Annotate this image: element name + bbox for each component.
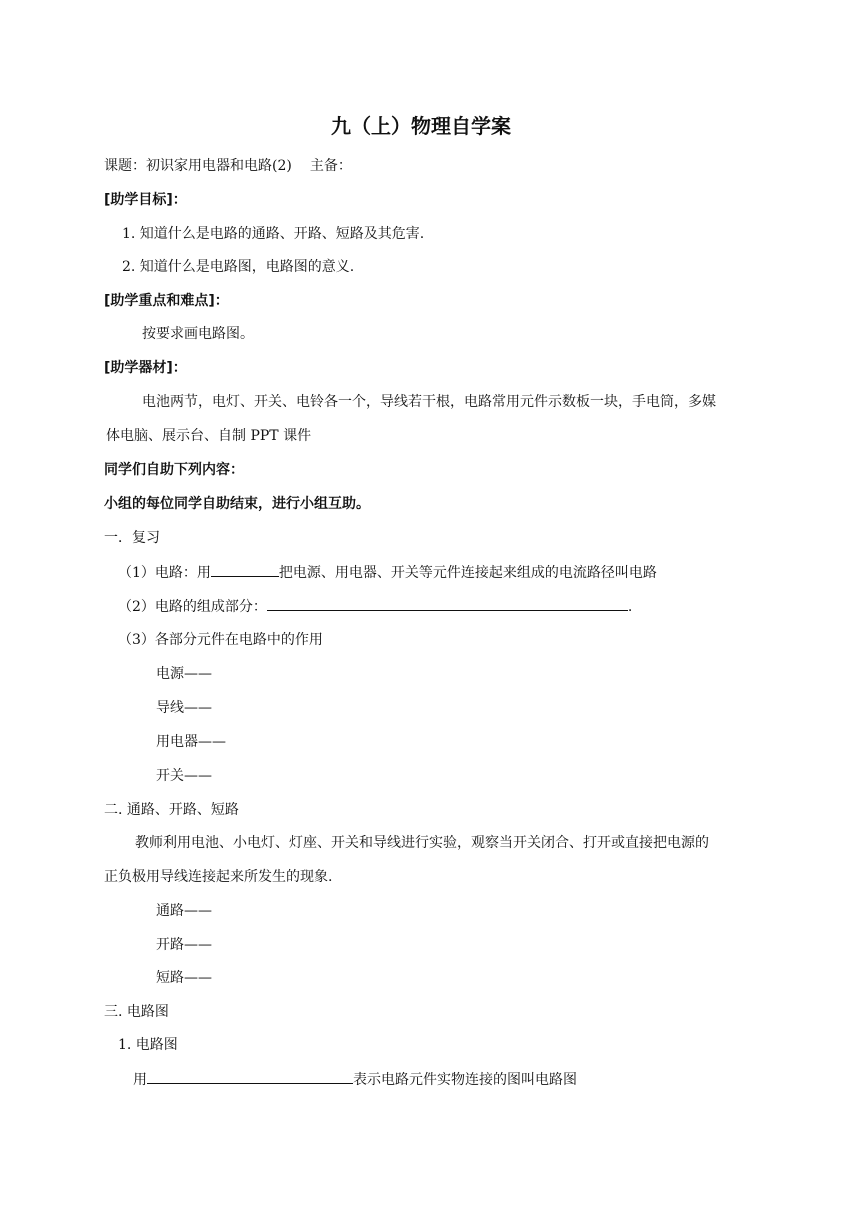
instruction-group: 小组的每位同学自助结束，进行小组互助。 (104, 496, 370, 512)
role-switch: 开关—— (156, 768, 212, 784)
author-label: 主备： (309, 158, 352, 174)
section3-heading: 三. 电路图 (104, 1004, 169, 1020)
open-circuit-item: 开路—— (156, 937, 212, 953)
short-circuit-item: 短路—— (156, 970, 212, 986)
equipment-line-2: 体电脑、展示台、自制 PPT 课件 (106, 428, 312, 444)
subject-line (104, 156, 352, 176)
role-wire: 导线—— (156, 700, 212, 716)
review-question-1 (118, 562, 657, 583)
equipment-heading: [助学器材]： (104, 360, 187, 376)
q1-prefix: （1）电路：用 (118, 565, 211, 581)
review-question-3: （3）各部分元件在电路中的作用 (118, 632, 323, 648)
document-title: 九（上）物理自学案 (331, 114, 511, 138)
equipment-line-1: 电池两节，电灯、开关、电铃各一个，导线若干根，电路常用元件示数板一块，手电筒，多媒 (142, 394, 716, 410)
answer-blank (147, 1069, 353, 1084)
def-suffix: 表示电路元件实物连接的图叫电路图 (353, 1072, 577, 1088)
q2-prefix: （2）电路的组成部分： (118, 599, 267, 615)
key-points-heading: [助学重点和难点]： (104, 293, 229, 309)
answer-blank (211, 562, 279, 577)
section1-heading: 一．复习 (104, 530, 160, 546)
q1-suffix: 把电源、用电器、开关等元件连接起来组成的电流路径叫电路 (278, 565, 657, 581)
subject-label: 课题：初识家用电器和电路(2) (104, 158, 292, 174)
def-prefix: 用 (133, 1072, 147, 1088)
closed-circuit-item: 通路—— (156, 903, 212, 919)
section2-paragraph-line-1: 教师利用电池、小电灯、灯座、开关和导线进行实验，观察当开关闭合、打开或直接把电源的 (135, 835, 709, 851)
goals-heading: [助学目标]： (104, 192, 187, 208)
goal-item-1: 1. 知道什么是电路的通路、开路、短路及其危害. (122, 226, 425, 242)
review-question-2 (118, 596, 632, 617)
answer-blank (267, 596, 628, 611)
role-power-source: 电源—— (156, 666, 212, 682)
key-points-text: 按要求画电路图。 (142, 326, 254, 342)
circuit-diagram-definition (133, 1069, 577, 1090)
section2-paragraph-line-2: 正负极用导线连接起来所发生的现象. (104, 869, 333, 885)
instruction-self-study: 同学们自助下列内容： (104, 462, 244, 478)
goal-item-2: 2. 知道什么是电路图，电路图的意义. (122, 259, 355, 275)
section2-heading: 二. 通路、开路、短路 (104, 802, 239, 818)
section3-subheading: 1. 电路图 (118, 1037, 178, 1053)
role-appliance: 用电器—— (156, 734, 226, 750)
q2-suffix: . (627, 599, 633, 615)
